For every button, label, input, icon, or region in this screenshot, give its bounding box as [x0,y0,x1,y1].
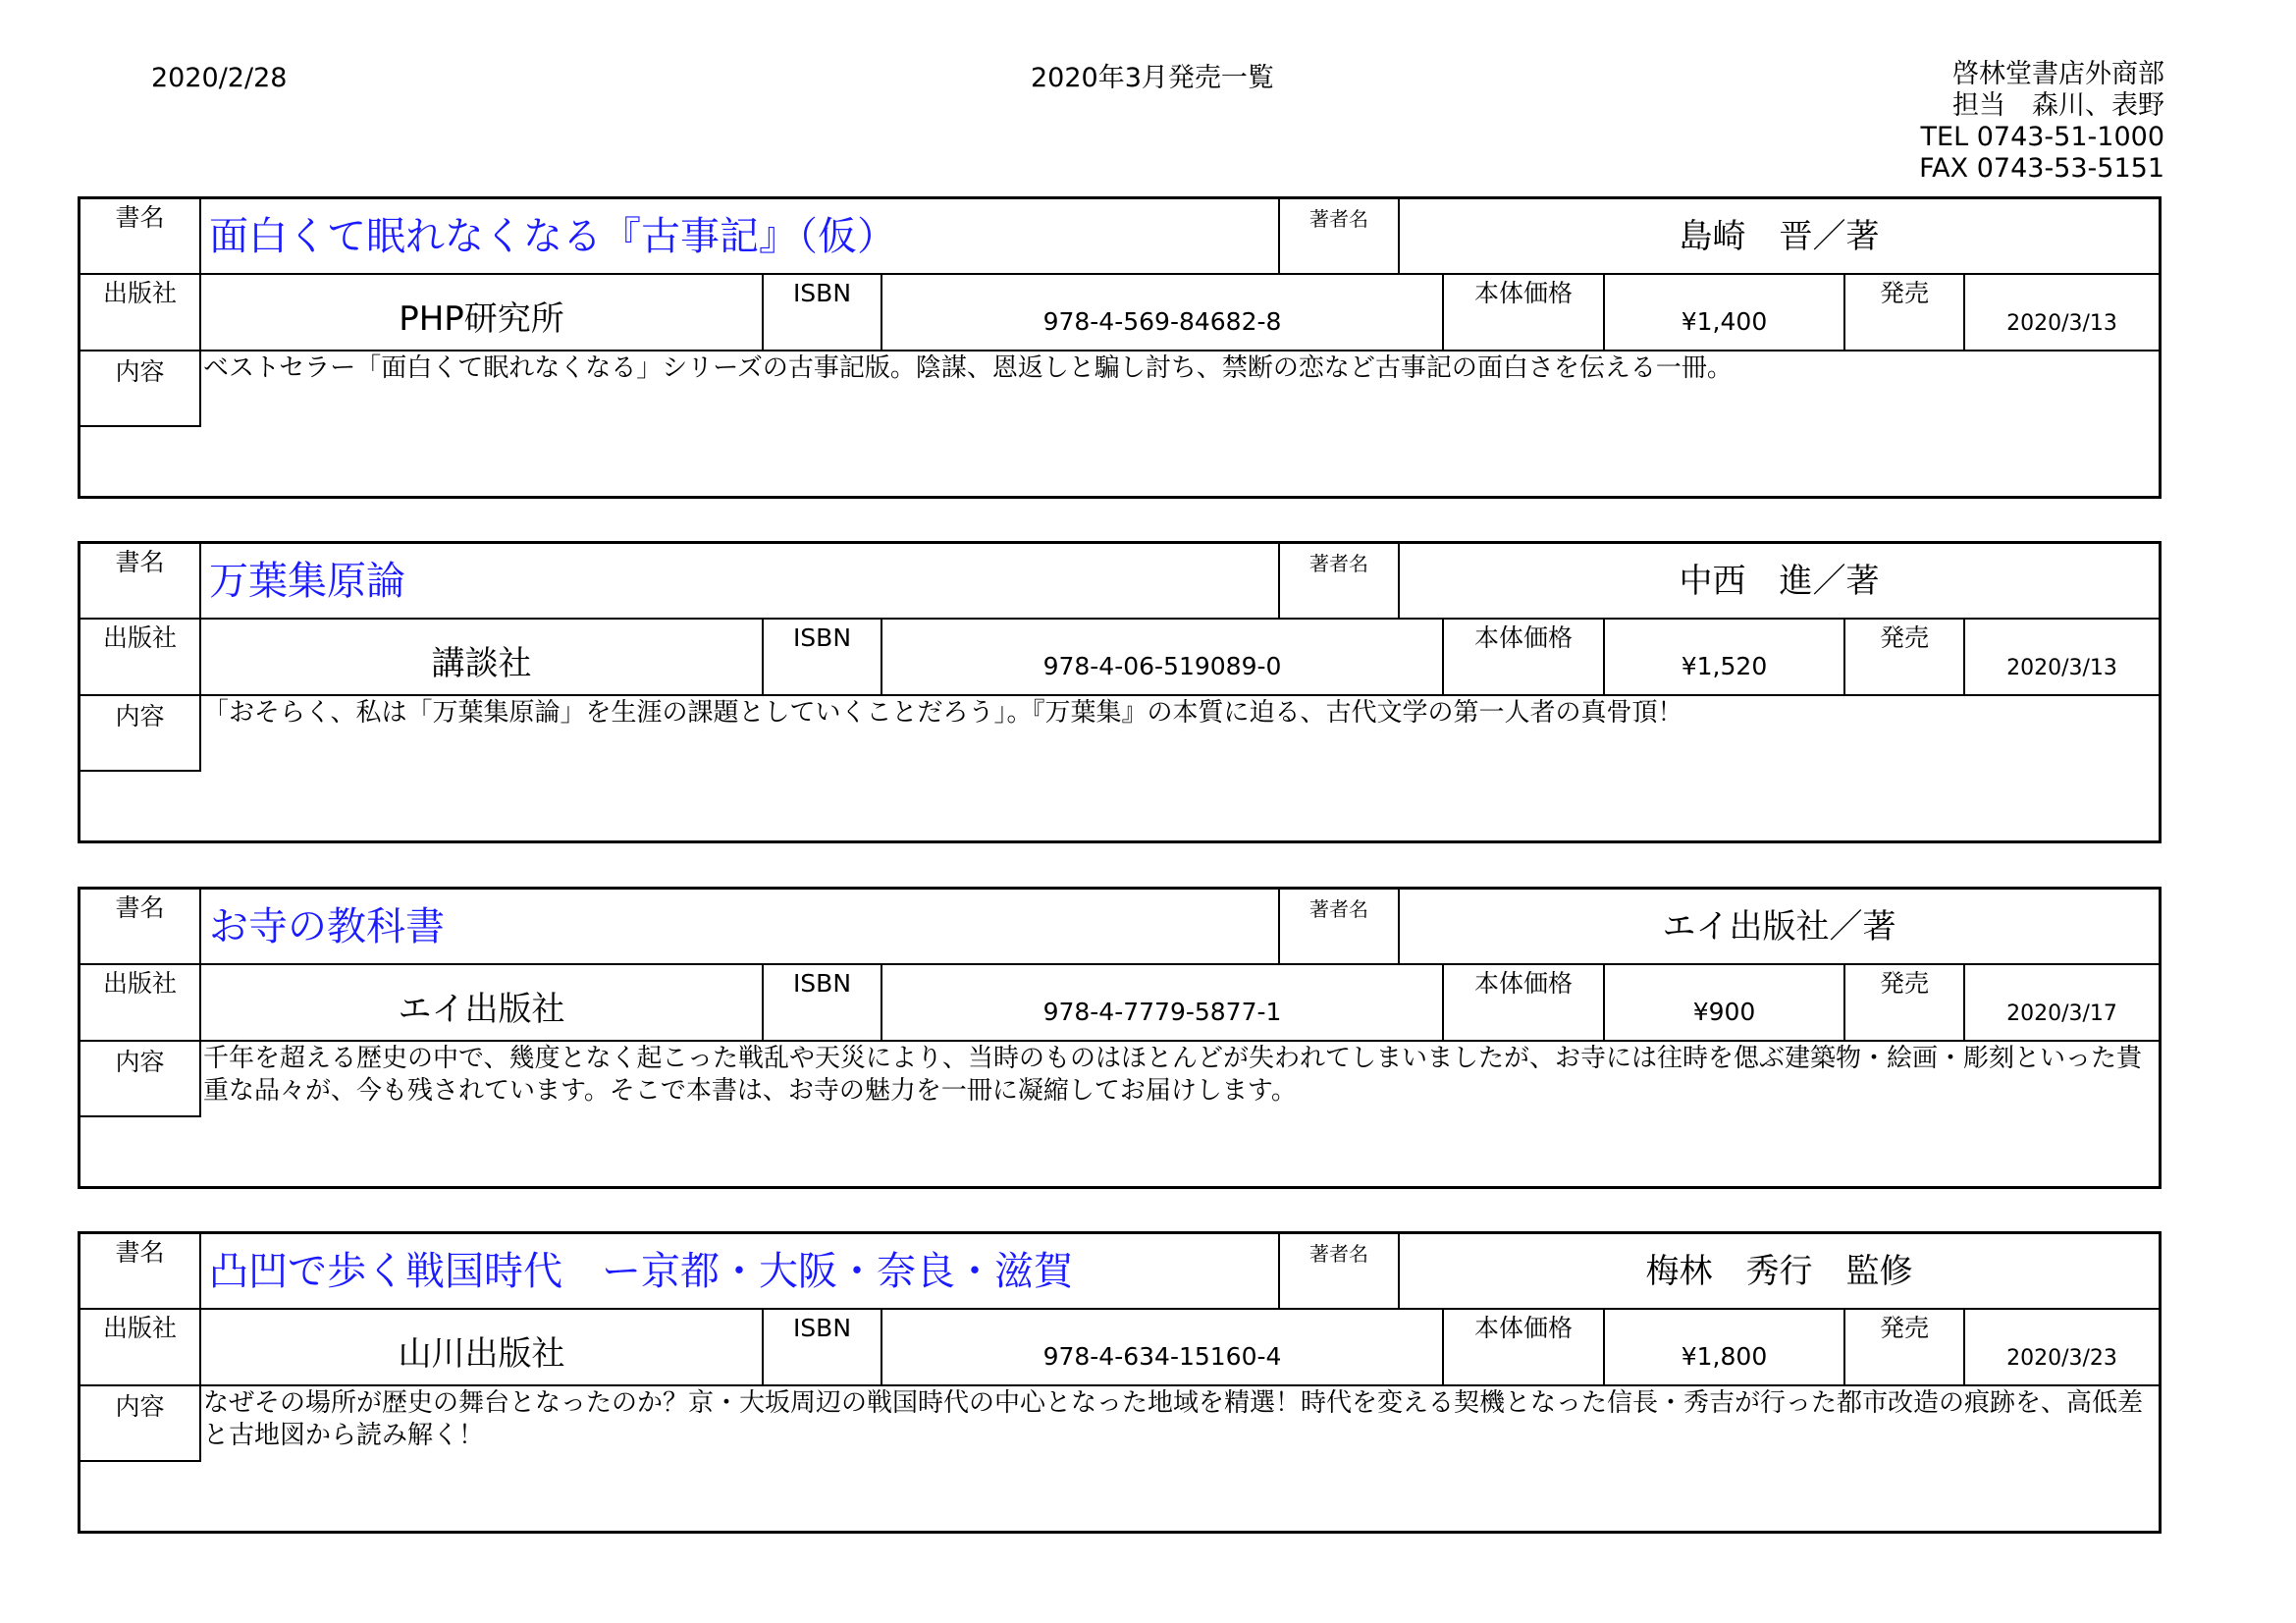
book-price: ¥900 [1605,965,1845,1040]
price-label: 本体価格 [1444,965,1605,1040]
book-price: ¥1,400 [1605,275,1845,350]
book-author: 中西 進／著 [1679,562,1880,601]
company-tel: TEL 0743-51-1000 [1920,122,2164,152]
publisher-label: 出版社 [80,1310,201,1384]
staff-names: 担当 森川、表野 [1952,90,2164,121]
content-row [80,352,2159,496]
book-description: なぜその場所が歴史の舞台となったのか？京・大坂周辺の戦国時代の中心となった地域を精選！時代を変える契機となった信長・秀吉が行った都市改造の痕跡を、高低差と古地図から読み解く！ [203,1388,2144,1450]
book-entry [78,887,2162,1189]
book-release-date: 2020/3/17 [2006,1001,2117,1026]
publisher-label: 出版社 [80,275,201,350]
title-label: 書名 [80,890,201,963]
info-row [80,1310,2159,1386]
title-label: 書名 [80,199,201,273]
book-price: ¥1,800 [1605,1310,1845,1384]
isbn-label: ISBN [764,965,882,1040]
content-row [80,1042,2159,1186]
isbn-label: ISBN [764,275,882,350]
title-row [80,890,2159,965]
book-price: ¥1,520 [1605,620,1845,694]
author-label: 著者名 [1280,890,1400,963]
company-info [1919,59,2164,185]
release-label: 発売 [1845,275,1965,350]
document-title: 2020年3月発売一覧 [1031,63,1274,93]
book-description: 「おそらく、私は「万葉集原論」を生涯の課題としていくことだろう」。『万葉集』の本質に迫る、古代文学の第一人者の真骨頂！ [203,698,1683,728]
title-row [80,544,2159,620]
content-row [80,1386,2159,1531]
price-label: 本体価格 [1444,620,1605,694]
book-title: 面白くて眠れなくなる『古事記』（仮） [201,199,1280,273]
book-publisher: エイ出版社 [201,965,764,1040]
author-label: 著者名 [1280,1234,1400,1308]
content-label: 内容 [80,352,201,427]
price-label: 本体価格 [1444,1310,1605,1384]
content-label: 内容 [80,1042,201,1117]
book-publisher: 講談社 [201,620,764,694]
publisher-label: 出版社 [80,965,201,1040]
info-row [80,620,2159,696]
book-isbn: 978-4-569-84682-8 [882,275,1444,350]
book-release-date: 2020/3/13 [2006,311,2117,336]
title-row [80,199,2159,275]
content-label: 内容 [80,696,201,772]
book-publisher: PHP研究所 [201,275,764,350]
isbn-label: ISBN [764,620,882,694]
info-row [80,965,2159,1042]
content-label: 内容 [80,1386,201,1462]
company-fax: FAX 0743-53-5151 [1919,153,2164,184]
title-label: 書名 [80,544,201,618]
release-label: 発売 [1845,1310,1965,1384]
book-publisher: 山川出版社 [201,1310,764,1384]
title-label: 書名 [80,1234,201,1308]
book-release-date: 2020/3/13 [2006,656,2117,680]
book-author: 梅林 秀行 監修 [1645,1252,1913,1291]
book-description: 千年を超える歴史の中で、幾度となく起こった戦乱や天災により、当時のものはほとんどが失われてしまいましたが、お寺には往時を偲ぶ建築物・絵画・彫刻といった貴重な品々が、今も残されています。そこで本書は、お寺の魅力を一冊に凝縮してお届けします。 [203,1044,2142,1106]
book-entry [78,196,2162,499]
author-label: 著者名 [1280,544,1400,618]
book-entry [78,541,2162,843]
book-title: 凸凹で歩く戦国時代 ー京都・大阪・奈良・滋賀 [201,1234,1280,1308]
document-date: 2020/2/28 [151,63,288,93]
info-row [80,275,2159,352]
company-name: 啓林堂書店外商部 [1952,59,2164,89]
book-release-date: 2020/3/23 [2006,1346,2117,1371]
book-entry [78,1231,2162,1534]
book-title: 万葉集原論 [201,544,1280,618]
price-label: 本体価格 [1444,275,1605,350]
isbn-label: ISBN [764,1310,882,1384]
author-label: 著者名 [1280,199,1400,273]
book-isbn: 978-4-06-519089-0 [882,620,1444,694]
book-title: お寺の教科書 [201,890,1280,963]
content-row [80,696,2159,840]
book-author: 島崎 晋／著 [1679,217,1880,256]
release-label: 発売 [1845,965,1965,1040]
book-description: ベストセラー「面白くて眠れなくなる」シリーズの古事記版。陰謀、恩返しと騙し討ち、禁断の恋など古事記の面白さを伝える一冊。 [203,353,1733,383]
book-isbn: 978-4-7779-5877-1 [882,965,1444,1040]
publisher-label: 出版社 [80,620,201,694]
book-isbn: 978-4-634-15160-4 [882,1310,1444,1384]
release-label: 発売 [1845,620,1965,694]
title-row [80,1234,2159,1310]
book-author: エイ出版社／著 [1662,907,1896,947]
